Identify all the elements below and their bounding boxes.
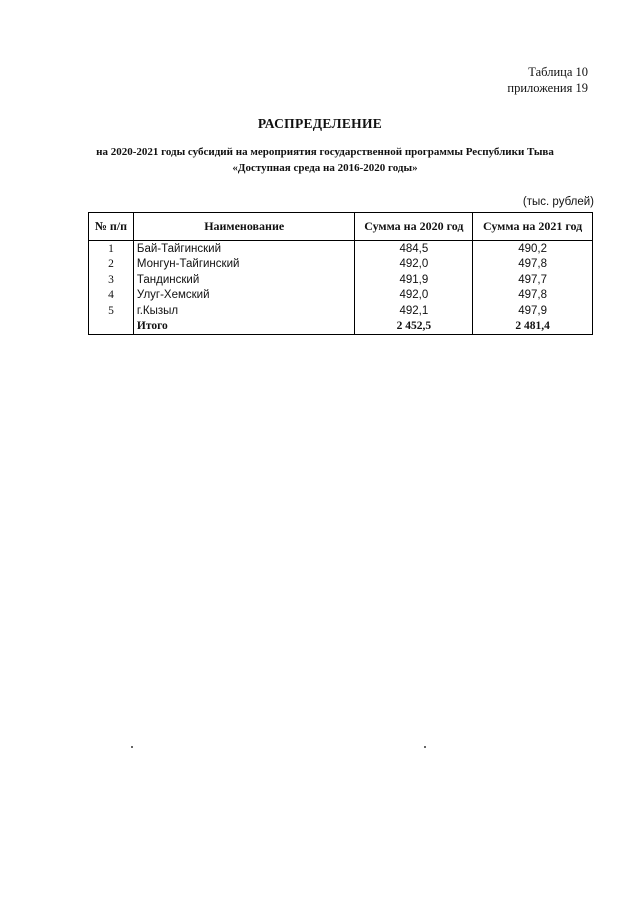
- row-sum-2020: 484,5: [355, 241, 473, 257]
- total-sum-2021: 2 481,4: [473, 319, 593, 335]
- row-sum-2020: 492,0: [355, 288, 473, 304]
- row-name: Тандинский: [133, 272, 355, 288]
- header-sum-2021: Сумма на 2021 год: [473, 213, 593, 241]
- table-row: [89, 257, 593, 273]
- scan-speck: [424, 746, 426, 748]
- row-number: 2: [89, 257, 134, 273]
- table-row: [89, 272, 593, 288]
- table-total-row: [89, 319, 593, 335]
- subtitle-line-2: «Доступная среда на 2016-2020 годы»: [232, 162, 418, 174]
- row-number: 5: [89, 303, 134, 319]
- row-name: Улуг-Хемский: [133, 288, 355, 304]
- table-row: [89, 303, 593, 319]
- row-name: г.Кызыл: [133, 303, 355, 319]
- row-sum-2020: 491,9: [355, 272, 473, 288]
- table-reference: [507, 64, 588, 96]
- total-sum-2020: 2 452,5: [355, 319, 473, 335]
- row-number: 4: [89, 288, 134, 304]
- table-header-row: [89, 213, 593, 241]
- row-name: Бай-Тайгинский: [133, 241, 355, 257]
- document-title: РАСПРЕДЕЛЕНИЕ: [257, 116, 383, 131]
- subtitle-line-1: на 2020-2021 годы субсидий на мероприятия государственной программы Республики Тыва: [96, 146, 554, 158]
- distribution-table: [88, 212, 593, 335]
- header-number: № п/п: [89, 213, 134, 241]
- row-sum-2021: 497,8: [473, 288, 593, 304]
- header-name: Наименование: [133, 213, 355, 241]
- table-row: [89, 288, 593, 304]
- row-sum-2021: 497,9: [473, 303, 593, 319]
- row-sum-2020: 492,0: [355, 257, 473, 273]
- row-number: 1: [89, 241, 134, 257]
- row-sum-2021: 497,8: [473, 257, 593, 273]
- row-sum-2021: 497,7: [473, 272, 593, 288]
- row-sum-2020: 492,1: [355, 303, 473, 319]
- reference-line-2: приложения 19: [507, 81, 588, 95]
- row-number: 3: [89, 272, 134, 288]
- header-sum-2020: Сумма на 2020 год: [355, 213, 473, 241]
- scan-speck: [131, 746, 133, 748]
- reference-line-1: Таблица 10: [528, 65, 588, 79]
- total-number: [89, 319, 134, 335]
- document-subtitle: [60, 144, 590, 176]
- units-label: (тыс. рублей): [522, 196, 594, 208]
- total-label: Итого: [133, 319, 355, 335]
- table-row: [89, 241, 593, 257]
- row-name: Монгун-Тайгинский: [133, 257, 355, 273]
- row-sum-2021: 490,2: [473, 241, 593, 257]
